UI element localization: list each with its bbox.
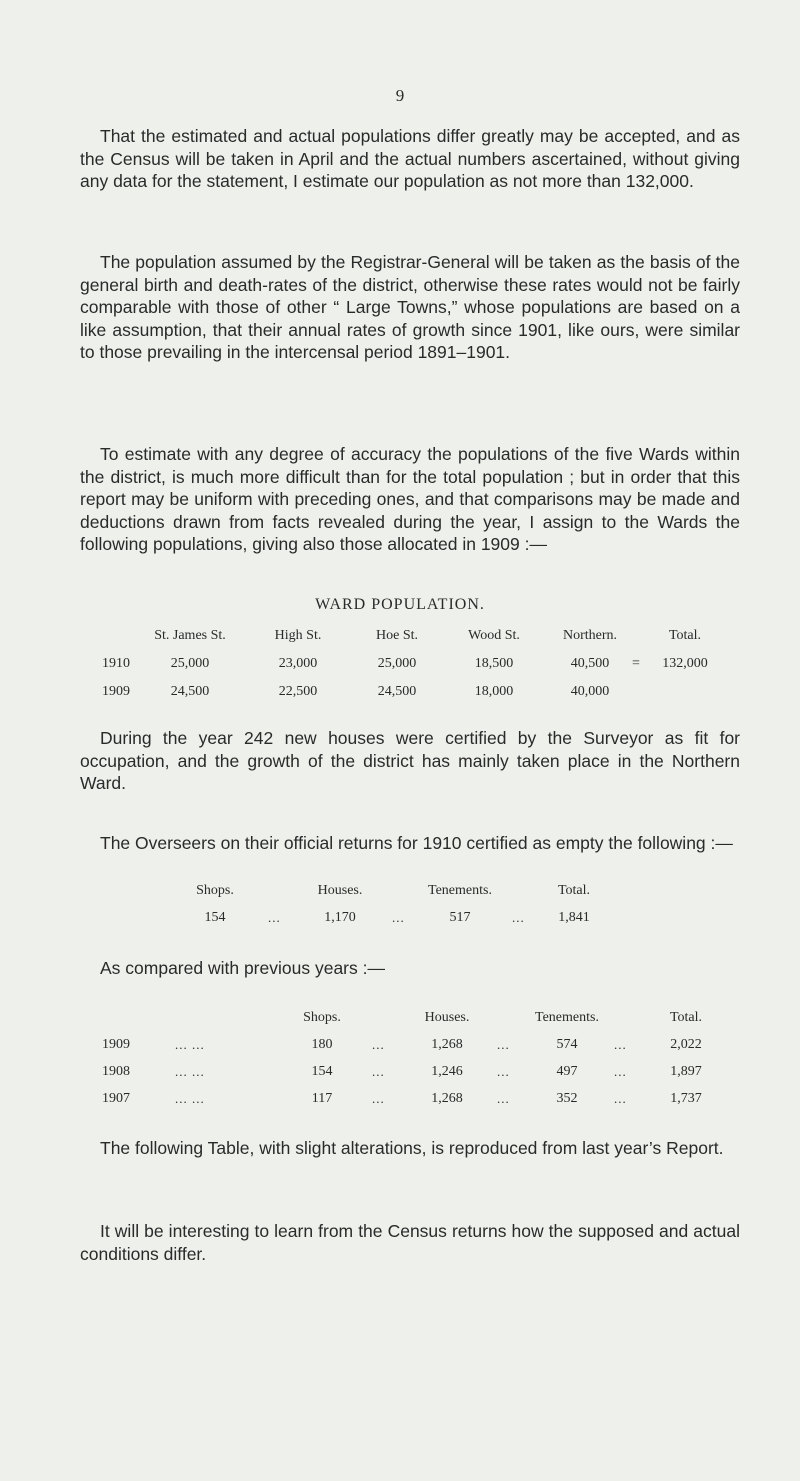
- leader-dots: ...: [614, 1037, 627, 1052]
- prev-header: Tenements.: [535, 1010, 599, 1025]
- prev-cell: 180: [311, 1037, 333, 1052]
- leader-dots: ...: [372, 1064, 385, 1079]
- prev-cell: 1,737: [670, 1091, 702, 1106]
- ward-cell: 25,000: [170, 656, 210, 671]
- paragraph-ward-estimates: To estimate with any degree of accuracy the populations of the five Wards within the district, is much more difficult than for the total population ; but in order that this report may be uniform with preceding ones, and that comparisons may be made and deductions drawn from facts revealed during the year, I assign to the Wards the following populations, giving also those allocated in 1909 :—: [80, 444, 740, 554]
- prev-row-year: 1907: [102, 1091, 130, 1106]
- paragraph-following-table: The following Table, with slight alterations, is reproduced from last year’s Report.: [100, 1138, 724, 1158]
- ward-cell: 22,500: [278, 684, 318, 699]
- paragraph-new-houses: During the year 242 new houses were certified by the Surveyor as fit for occupation, and the growth of the district has mainly taken place in the Northern Ward.: [80, 728, 740, 793]
- ward-equals-sign: =: [632, 656, 640, 671]
- paragraph-compared: As compared with previous years :—: [100, 958, 385, 978]
- leader-dots: ...: [497, 1064, 510, 1079]
- ward-cell: 40,000: [570, 684, 610, 699]
- empty-header: Tenements.: [428, 883, 492, 898]
- ward-cell: 40,500: [570, 656, 610, 671]
- paragraph-census-returns: It will be interesting to learn from the Census returns how the supposed and actual conditions differ.: [80, 1221, 740, 1264]
- empty-header: Shops.: [196, 883, 234, 898]
- leader-dots: ... ...: [175, 1091, 205, 1106]
- ward-header: St. James St.: [154, 628, 226, 643]
- ward-header: Total.: [668, 628, 702, 643]
- prev-cell: 1,268: [431, 1037, 463, 1052]
- leader-dots: ...: [497, 1037, 510, 1052]
- ward-cell: 18,500: [474, 656, 514, 671]
- prev-cell: 352: [556, 1091, 578, 1106]
- paragraph-overseers: The Overseers on their official returns for 1910 certified as empty the following :—: [100, 833, 733, 853]
- paragraph-registrar-general: The population assumed by the Registrar-General will be taken as the basis of the general birth and death-rates of the district, otherwise these rates would not be fairly comparable with those of other “ Large Towns,” whose populations are based on a like assumption, that their annual rates of growth since 1901, like ours, were similar to those prevailing in the intercensal period 1891–1901.: [80, 252, 740, 362]
- prev-row-year: 1909: [102, 1037, 130, 1052]
- prev-cell: 1,897: [670, 1064, 702, 1079]
- prev-cell: 154: [311, 1064, 333, 1079]
- empty-header: Houses.: [317, 883, 363, 898]
- page-number: 9: [395, 86, 405, 105]
- leader-dots: ...: [372, 1037, 385, 1052]
- leader-dots: ...: [512, 910, 525, 925]
- ward-cell: 24,500: [377, 684, 417, 699]
- ward-header: High St.: [274, 628, 322, 643]
- leader-dots: ...: [614, 1064, 627, 1079]
- prev-row-year: 1908: [102, 1064, 130, 1079]
- paragraph-estimated-population: That the estimated and actual populations differ greatly may be accepted, and as the Census will be taken in April and the actual numbers ascertained, without giving any data for the statement, I estimate our population as not more than 132,000.: [80, 126, 740, 191]
- ward-header: Hoe St.: [376, 628, 418, 643]
- leader-dots: ...: [614, 1091, 627, 1106]
- empty-cell: 1,841: [558, 910, 590, 925]
- ward-header: Northern.: [562, 628, 618, 643]
- ward-row-year: 1910: [102, 656, 130, 671]
- prev-cell: 1,246: [431, 1064, 463, 1079]
- empty-cell: 154: [204, 910, 226, 925]
- ward-population-title: WARD POPULATION.: [315, 596, 485, 613]
- prev-header: Houses.: [424, 1010, 470, 1025]
- prev-cell: 2,022: [670, 1037, 702, 1052]
- ward-cell: 18,000: [474, 684, 514, 699]
- prev-cell: 497: [556, 1064, 578, 1079]
- ward-cell: 24,500: [170, 684, 210, 699]
- ward-cell: 23,000: [278, 656, 318, 671]
- leader-dots: ... ...: [175, 1037, 205, 1052]
- ward-row-year: 1909: [102, 684, 130, 699]
- leader-dots: ...: [392, 910, 405, 925]
- prev-cell: 574: [556, 1037, 578, 1052]
- leader-dots: ... ...: [175, 1064, 205, 1079]
- empty-cell: 517: [449, 910, 471, 925]
- empty-cell: 1,170: [324, 910, 356, 925]
- prev-header: Total.: [669, 1010, 703, 1025]
- ward-cell: 25,000: [377, 656, 417, 671]
- prev-header: Shops.: [303, 1010, 341, 1025]
- leader-dots: ...: [372, 1091, 385, 1106]
- prev-cell: 117: [311, 1091, 333, 1106]
- ward-total: 132,000: [662, 656, 708, 671]
- leader-dots: ...: [497, 1091, 510, 1106]
- leader-dots: ...: [268, 910, 281, 925]
- ward-header: Wood St.: [468, 628, 520, 643]
- empty-header: Total.: [557, 883, 591, 898]
- prev-cell: 1,268: [431, 1091, 463, 1106]
